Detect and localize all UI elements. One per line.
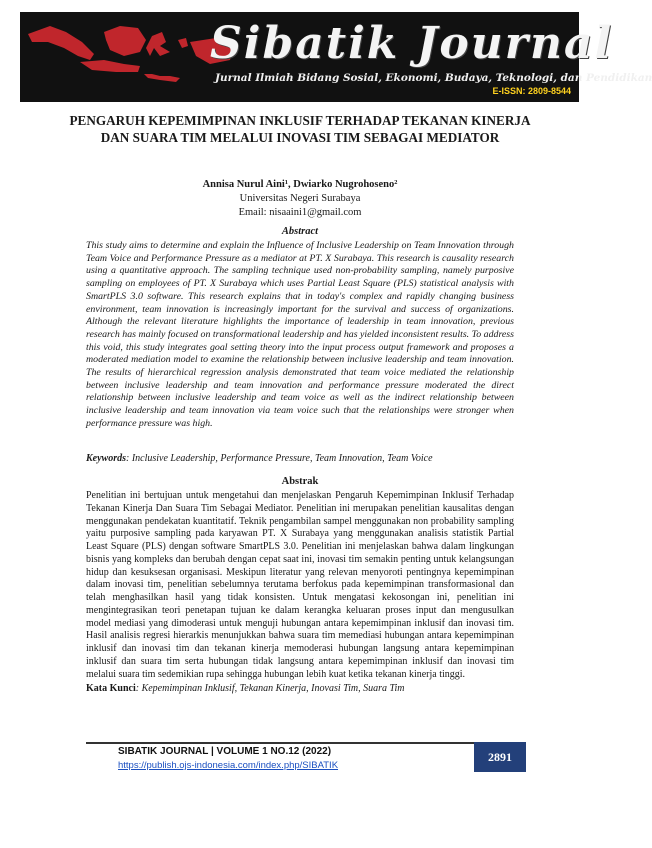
abstract-text: This study aims to determine and explain the Influence of Inclusive Leadership on Team Innovation through Team Voice and Performance Pressure as a mediator at PT. X Surabaya. This research is causality research using a quantitative approach. The sampling technique used non-probability sampling, namely purposive sampling on employees of PT. X Surabaya which uses Partial Least Square (PLS) statistical analysis with SmartPLS 3.0 software. This research explains that in today's complex and rapidly changing business environment, team innovation is increasingly important for the survival and success of organizations. Although the relevant literature highlights the importance of leadership in team innovation, previous research has mainly focused on transformational leadership and has yielded inconsistent results. To address this void, this study integrates goal setting theory into the input process output framework and proposes a moderated mediation model to examine the relationship between inclusive leadership and team innovation. The results of hierarchical regression analysis demonstrated that team voice mediated the relationship between inclusive leadership and team innovation and performance pressure moderated the direct relationship between inclusive leadership and team voice as well as the indirect relationship between inclusive leadership and team innovation via team voice such that the relationships were stronger when performance pressure was high. xyxy=(86,240,514,429)
abstrak-text: Penelitian ini bertujuan untuk mengetahui dan menjelaskan Pengaruh Kepemimpinan Inklusif Terhadap Tekanan Kinerja Dan Suara Tim Sebagai Mediator. Penelitian ini merupakan penelitian kausalitas dengan menggunakan pendekatan kuantitatif. Teknik pengambilan sampel menggunakan non probability sampling yaitu purposive sampling pada karyawan PT. X Surabaya yang menggunakan analisis statistik Partial Least Square (PLS) dengan software SmartPLS 3.0. Penelitian ini menjelaskan bahwa dalam lingkungan bisnis yang kompleks dan berubah dengan cepat saat ini, inovasi tim semakin penting untuk kelangsungan hidup dan kesuksesan organisasi. Meskipun literatur yang relevan menyoroti pentingnya kepemimpinan dalam inovasi tim, penelitian sebelumnya terutama berfokus pada kepemimpinan transformasional dan telah menghasilkan hasil yang tidak konsisten. Untuk mengatasi kekosongan ini, penelitian ini mengintegrasikan teori penetapan tujuan ke dalam kerangka keluaran proses input dan mengusulkan model mediasi yang dimoderasi untuk menguji hubungan antara kepemimpinan inklusif dan inovasi tim. Hasil analisis regresi hierarkis menunjukkan bahwa suara tim memediasi hubungan antara kepemimpinan inklusif dan inovasi tim dan tekanan kinerja memoderasi hubungan langsung antara kepemimpinan inklusif dan suara tim serta hubungan tidak langsung antara kepemimpinan inklusif dan inovasi tim melalui suara tim sedemikian rupa sehingga hubungan lebih kuat ketika tekanan kinerja tinggi. xyxy=(86,490,514,680)
footer-divider xyxy=(86,742,514,744)
journal-url-link[interactable]: https://publish.ojs-indonesia.com/index.php/SIBATIK xyxy=(118,760,339,771)
kata-kunci-line xyxy=(86,683,514,694)
journal-subtitle: Jurnal Ilmiah Bidang Sosial, Ekonomi, Budaya, Teknologi, dan Pendidikan xyxy=(215,72,652,84)
journal-title: Sibatik Journal xyxy=(210,18,614,69)
journal-banner xyxy=(20,12,652,102)
abstrak-heading: Abstrak xyxy=(281,476,319,487)
abstract-heading: Abstract xyxy=(281,226,319,237)
paper-title: PENGARUH KEPEMIMPINAN INKLUSIF TERHADAP TEKANAN KINERJA DAN SUARA TIM MELALUI INOVASI TIM SEBAGAI MEDIATOR xyxy=(69,113,531,145)
affiliation: Universitas Negeri Surabaya xyxy=(239,193,361,204)
kata-kunci-value: : Kepemimpinan Inklusif, Tekanan Kinerja, Inovasi Tim, Suara Tim xyxy=(135,683,405,694)
keywords-line xyxy=(86,453,514,464)
keywords-label: Keywords xyxy=(86,453,126,464)
author-email: Email: nisaaini1@gmail.com xyxy=(238,207,362,218)
keywords-value: : Inclusive Leadership, Performance Pressure, Team Innovation, Team Voice xyxy=(126,453,433,464)
kata-kunci-label: Kata Kunci xyxy=(86,683,136,694)
issn-label: E-ISSN: 2809-8544 xyxy=(492,86,571,96)
footer-journal-info: SIBATIK JOURNAL | VOLUME 1 NO.12 (2022) xyxy=(118,746,332,757)
author-names: Annisa Nurul Aini¹, Dwiarko Nugrohoseno² xyxy=(202,179,398,190)
page-number-badge: 2891 xyxy=(474,742,526,772)
author-block xyxy=(60,178,540,220)
